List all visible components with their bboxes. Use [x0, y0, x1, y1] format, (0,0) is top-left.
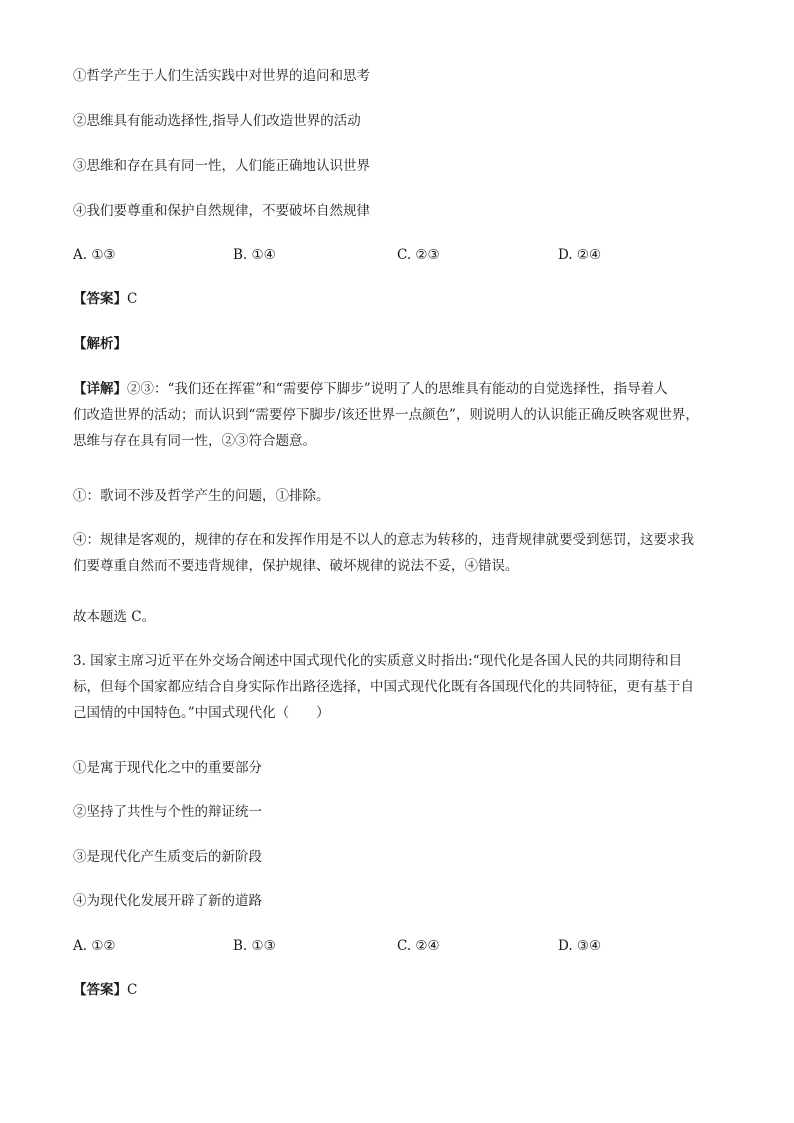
- q3-statement-1: ①是寓于现代化之中的重要部分: [73, 760, 262, 776]
- exclusion-4-paragraph: [73, 527, 723, 579]
- q3-option-a: A. ①②: [73, 938, 116, 954]
- question-3-line-3: 己国情的中国特色。”中国式现代化（ ）: [73, 705, 330, 721]
- detail-line-3: 思维与存在具有同一性，②③符合题意。: [73, 433, 316, 449]
- exclusion-1: ①：歌词不涉及哲学产生的问题，①排除。: [73, 488, 330, 504]
- statement-3: ③思维和存在具有同一性，人们能正确地认识世界: [73, 158, 370, 174]
- option-d: D. ②④: [558, 247, 602, 263]
- q3-answer-label: 【答案】: [73, 982, 127, 998]
- q3-option-c: C. ②④: [397, 938, 440, 954]
- answer-label: 【答案】: [73, 291, 127, 307]
- q3-statement-4: ④为现代化发展开辟了新的道路: [73, 893, 262, 909]
- exclusion-4-line-2: 们要尊重自然而不要违背规律，保护规律、破坏规律的说法不妥，④错误。: [73, 558, 519, 574]
- analysis-label: 【解析】: [73, 336, 127, 352]
- answer-value: C: [127, 291, 138, 307]
- q3-option-b: B. ①③: [233, 938, 276, 954]
- exclusion-4-line-1: ④：规律是客观的，规律的存在和发挥作用是不以人的意志为转移的，违背规律就要受到惩罚，这要求我: [73, 532, 694, 548]
- option-b: B. ①④: [233, 247, 276, 263]
- detail-line-1: ②③：“我们还在挥霍”和“需要停下脚步”说明了人的思维具有能动的自觉选择性，指导着人: [127, 381, 668, 397]
- question-3-line-2: 标，但每个国家都应结合自身实际作出路径选择，中国式现代化既有各国现代化的共同特征，更有基于自: [73, 679, 694, 695]
- q3-statement-2: ②坚持了共性与个性的辩证统一: [73, 804, 262, 820]
- detail-line-2: 们改造世界的活动；而认识到“需要停下脚步/该还世界一点颜色”，则说明人的认识能正确反映客观世界，: [73, 407, 699, 423]
- analysis-line: [73, 335, 127, 353]
- q3-statement-3: ③是现代化产生质变后的新阶段: [73, 849, 262, 865]
- statement-1: ①哲学产生于人们生活实践中对世界的追问和思考: [73, 68, 370, 84]
- q3-answer-options: [73, 937, 733, 955]
- detail-label: 【详解】: [73, 381, 127, 397]
- question-3-line-1: 3. 国家主席习近平在外交场合阐述中国式现代化的实质意义时指出:“现代化是各国人民的共同期待和目: [73, 653, 683, 669]
- q3-option-d: D. ③④: [558, 938, 602, 954]
- statement-4: ④我们要尊重和保护自然规律，不要破坏自然规律: [73, 203, 370, 219]
- q3-answer-line: [73, 981, 137, 999]
- q3-answer-value: C: [127, 982, 138, 998]
- statement-2: ②思维具有能动选择性,指导人们改造世界的活动: [73, 113, 361, 129]
- detail-paragraph: [73, 376, 723, 454]
- option-a: A. ①③: [73, 247, 116, 263]
- conclusion: 故本题选 C。: [73, 609, 156, 625]
- option-c: C. ②③: [397, 247, 440, 263]
- answer-line: [73, 290, 137, 308]
- question-3-stem: [73, 648, 723, 726]
- answer-options: [73, 246, 733, 264]
